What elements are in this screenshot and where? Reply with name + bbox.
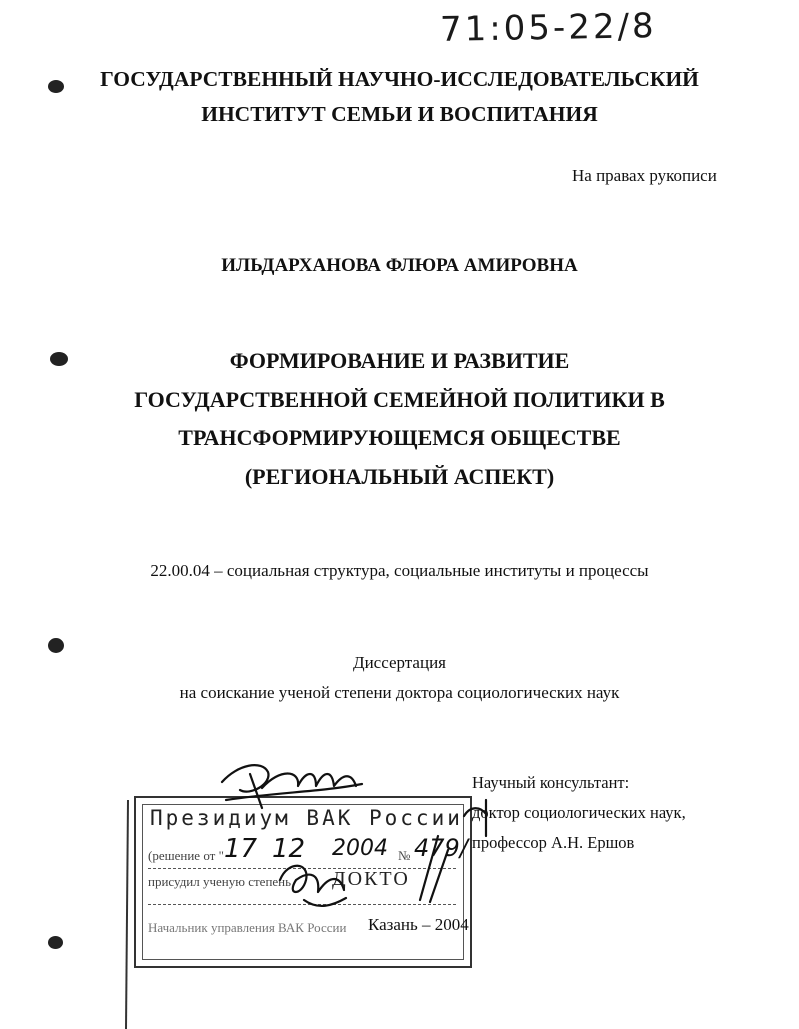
scientific-consultant — [472, 768, 686, 858]
stamp-degree-written: ДОКТО — [332, 868, 410, 890]
consultant-name: профессор А.Н. Ершов — [472, 833, 635, 852]
dissertation-type — [0, 648, 799, 708]
stamp-date-day: 17 — [224, 834, 258, 864]
stamp-title: Президиум ВАК России — [150, 806, 463, 830]
author-name: ИЛЬДАРХАНОВА ФЛЮРА АМИРОВНА — [221, 255, 578, 276]
punch-hole-mark — [48, 936, 63, 949]
stamp-awarded-label: присудил ученую степень — [148, 874, 292, 889]
stamp-frame-left-edge — [126, 800, 128, 1029]
stamp-rule — [148, 904, 456, 905]
title-line-2: ГОСУДАРСТВЕННОЙ СЕМЕЙНОЙ ПОЛИТИКИ В — [134, 386, 665, 412]
title-line-4: (РЕГИОНАЛЬНЫЙ АСПЕКТ) — [244, 463, 555, 489]
stamp-date-month: 12 — [272, 834, 306, 864]
institute-name — [0, 62, 799, 132]
specialty-code: 22.00.04 – социальная структура, социальные институты и процессы — [150, 561, 649, 580]
rights-note: На правах рукописи — [572, 166, 717, 185]
title-line-1: ФОРМИРОВАНИЕ И РАЗВИТИЕ — [229, 348, 570, 373]
degree-sought: на соискание ученой степени доктора социологических наук — [179, 683, 620, 702]
stamp-decision-number: 479/ — [414, 834, 468, 862]
dissertation-label: Диссертация — [352, 653, 446, 672]
city-year: Казань – 2004 — [368, 915, 469, 934]
stamp-number-label: № — [398, 848, 411, 863]
archive-number: 71:05-22/8 — [439, 6, 657, 50]
consultant-degree: доктор социологических наук, — [472, 803, 686, 822]
vak-approval-stamp — [134, 796, 472, 968]
consultant-label: Научный консультант: — [472, 773, 630, 792]
stamp-date-year: 2004 — [332, 836, 388, 861]
stamp-decision-label: (решение от " — [148, 848, 224, 863]
title-line-3: ТРАНСФОРМИРУЮЩЕМСЯ ОБЩЕСТВЕ — [178, 425, 621, 450]
dissertation-title — [0, 342, 799, 496]
institute-line-1: ГОСУДАРСТВЕННЫЙ НАУЧНО-ИССЛЕДОВАТЕЛЬСКИЙ — [100, 67, 699, 91]
stamp-head-label: Начальник управления ВАК России — [148, 920, 347, 935]
institute-line-2: ИНСТИТУТ СЕМЬИ И ВОСПИТАНИЯ — [201, 102, 598, 126]
